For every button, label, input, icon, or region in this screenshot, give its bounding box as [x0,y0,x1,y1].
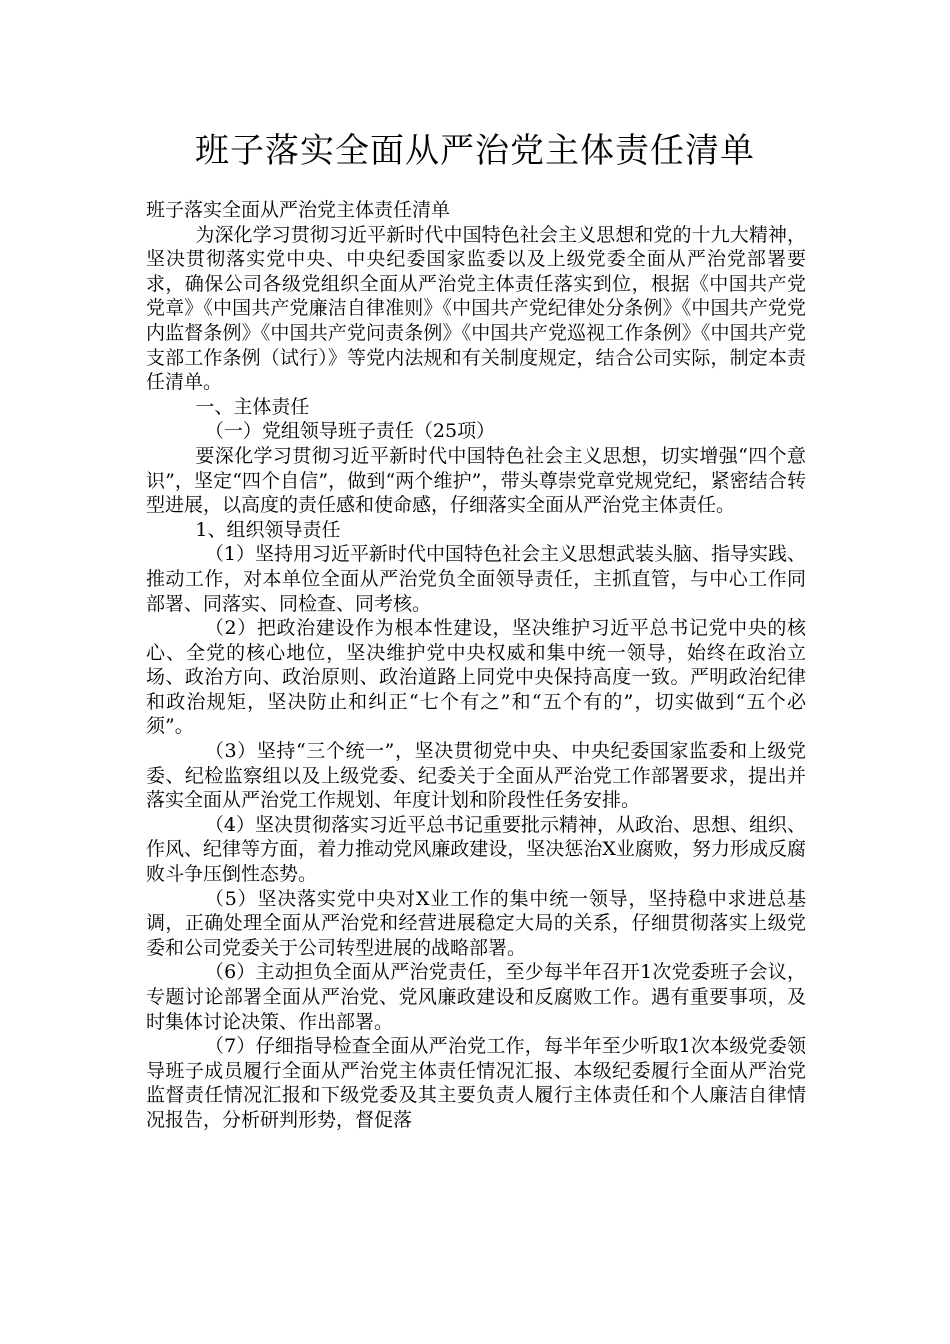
paragraph-intro: 为深化学习贯彻习近平新时代中国特色社会主义思想和党的十九大精神，坚决贯彻落实党中央、中央纪委国家监委以及上级党委全面从严治党部署要求，确保公司各级党组织全面从严治党主体责任落实到位，根据《中国共产党党章》《中国共产党廉洁自律准则》《中国共产党纪律处分条例》《中国共产党党内监督条例》《中国共产党问责条例》《中国共产党巡视工作条例》《中国共产党支部工作条例（试行）》等党内法规和有关制度规定，结合公司实际，制定本责任清单。 [146,223,806,394]
list-item-2: （2）把政治建设作为根本性建设，坚决维护习近平总书记党中央的核心、全党的核心地位，坚决维护党中央权威和集中统一领导，始终在政治立场、政治方向、政治原则、政治道路上同党中央保持高度一致。严明政治纪律和政治规矩，坚决防止和纠正“七个有之”和“五个有的”，切实做到“五个必须”。 [146,617,806,738]
section-heading-main-responsibility: 一、主体责任 [195,395,310,418]
list-item-7: （7）仔细指导检查全面从严治党工作，每半年至少听取1次本级党委领导班子成员履行全面从严治党主体责任情况汇报、本级纪委履行全面从严治党监督责任情况汇报和下级党委及其主要负责人履行主体责任和个人廉洁自律情况报告，分析研判形势，督促落 [146,1035,806,1131]
list-item-5: （5）坚决落实党中央对X业工作的集中统一领导，坚持稳中求进总基调，正确处理全面从严治党和经营进展稳定大局的关系，仔细贯彻落实上级党委和公司党委关于公司转型进展的战略部署。 [146,887,806,959]
list-item-1: （1）坚持用习近平新时代中国特色社会主义思想武装头脑、指导实践、推动工作，对本单位全面从严治党负全面领导责任，主抓直管，与中心工作同部署、同落实、同检查、同考核。 [146,543,806,615]
list-item-3: （3）坚持“三个统一”，坚决贯彻党中央、中央纪委国家监委和上级党委、纪检监察组以及上级党委、纪委关于全面从严治党工作部署要求，提出并落实全面从严治党工作规划、年度计划和阶段性任务安排。 [146,740,806,812]
paragraph-requirements: 要深化学习贯彻习近平新时代中国特色社会主义思想，切实增强“四个意识”，坚定“四个自信”，做到“两个维护”，带头尊崇党章党规党纪，紧密结合转型进展，以高度的责任感和使命感，仔细落实全面从严治党主体责任。 [146,444,806,517]
item-heading-organization: 1、组织领导责任 [195,518,341,541]
document-body [146,198,806,1133]
document-title: 班子落实全面从严治党主体责任清单 [195,131,755,171]
subsection-heading-leadership: （一）党组领导班子责任（25项） [204,420,496,443]
list-item-4: （4）坚决贯彻落实习近平总书记重要批示精神，从政治、思想、组织、作风、纪律等方面，着力推动党风廉政建设，坚决惩治X业腐败，努力形成反腐败斗争压倒性态势。 [146,813,806,886]
list-item-6: （6）主动担负全面从严治党责任，至少每半年召开1次党委班子会议，专题讨论部署全面从严治党、党风廉政建设和反腐败工作。遇有重要事项，及时集体讨论决策、作出部署。 [146,961,806,1033]
paragraph-subtitle: 班子落实全面从严治党主体责任清单 [146,199,451,221]
